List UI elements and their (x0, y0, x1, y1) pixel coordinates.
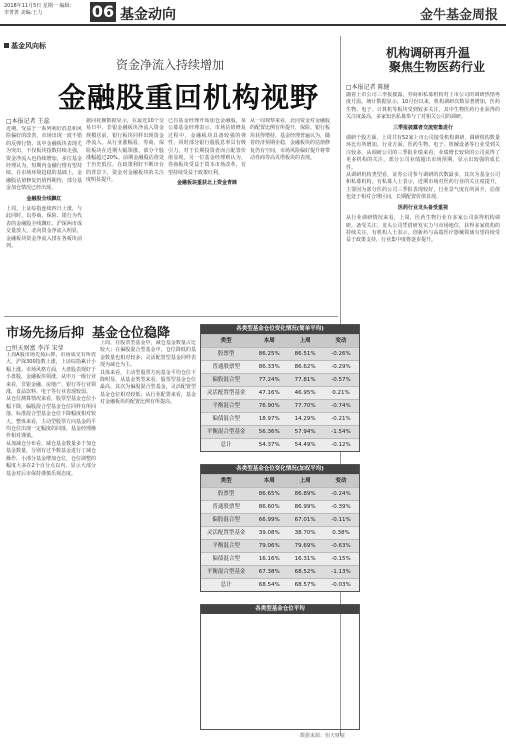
table-row (201, 438, 359, 451)
table-cell: 38.70% (294, 530, 316, 536)
table-cell: 86.33% (258, 364, 280, 370)
paragraph: 从行业调研情况来看，上周，医药生物行业有多家公司获得机构调研，备受关注。龙头公司凭借研发实力与市场地位，获得多家机构的持续关注。有机构人士表示，创新药与高端医疗器械领域有望持续受益于政策支持，行业集中度将逐步提升。 (346, 215, 500, 244)
table-row (201, 412, 359, 425)
table-cell: 86.62% (294, 364, 316, 370)
table-cell: 偏债混合型 (212, 416, 240, 422)
table-row (201, 487, 359, 500)
subheading: 金融股全线飘红 (26, 195, 62, 202)
table-cell: 66.99% (258, 517, 280, 523)
table-cell: 76.90% (258, 403, 280, 409)
main-column-2 (86, 118, 164, 314)
table-cell: 67.38% (258, 569, 280, 575)
table-cell: 平衡混合型 (212, 543, 240, 549)
table-cell: 普通股票型 (212, 504, 240, 510)
paragraph: 上周A股市场先扬后抑，市场成交有所放大，沪深300指数上涨，上证综指累计小幅上涨。市场风格方面，大盘股表现好于小盘股，金融板块领涨。从申万一级行业来看，非银金融、房地产、银行等行业领涨，食品饮料、电子等行业表现较弱。 (6, 352, 96, 396)
table-cell: -0.29% (331, 364, 351, 370)
table-cell: 灵活配置型基金 (206, 530, 246, 536)
table-header-row (201, 334, 359, 347)
table-cell: -0.15% (331, 556, 351, 562)
subheading: 金融板块重获北上资金青睐 (176, 180, 237, 187)
table-cell: 57.94% (294, 429, 316, 435)
table-header-row (201, 474, 359, 487)
table-cell: 86.65% (258, 491, 280, 497)
table-cell: 67.01% (294, 517, 316, 523)
column-header: 变动 (335, 338, 347, 344)
subheading: 医药行业龙头备受重视 (397, 204, 448, 211)
issue-date: 2018年11月5日 星期一 编辑:李菁菁 美编:王力 (4, 3, 72, 16)
column-header: 类型 (220, 338, 232, 344)
table-cell: 16.31% (294, 556, 316, 562)
paper-name: 金牛基金周报 (419, 8, 498, 23)
paragraph: 从加减仓分布看，减仓基金数量多于加仓基金数量，分别有过半数基金进行了减仓操作，小部分基金增加仓位，仓位调整的幅度大多在2个百分点以内，显示大部分基金对后市保持谨慎乐观态度。 (6, 440, 96, 477)
table-cell: 54.49% (294, 442, 316, 448)
table-cell: -0.63% (331, 543, 351, 549)
table-cell: 偏股混合型 (212, 377, 240, 383)
table-cell: -0.12% (331, 442, 351, 448)
table-cell: 0.38% (332, 530, 350, 536)
table-cell: 86.60% (258, 504, 280, 510)
table-cell: 18.97% (258, 416, 280, 422)
table-cell: 79.06% (258, 543, 280, 549)
paragraph: 据同花顺数据显示，在最近10个交易日中，非银金融板块净流入资金规模居前，银行板块同样出现资金净流入。从行业涨幅看，券商、保险板块在近期大幅领涨，部分个股涨幅超过20%。前期金融股估值处于历史低位，在政策利好不断出台的背景下，资金对金融板块的关注度明显提升。 (86, 118, 164, 184)
table-cell: 股票型 (217, 351, 235, 357)
table-cell: 54.37% (258, 442, 280, 448)
position-table-simple (200, 324, 360, 452)
table-row (201, 578, 359, 591)
paragraph: 从一周观察来看，北向资金对金融股的配置比例有所提升，保险、银行板块获得增持，基金经理普遍认为，随着经济预期企稳，金融板块的估值修复仍有空间，市场风险偏好提升将带动券商等高贝塔板块的表现。 (250, 118, 330, 162)
table-row (201, 373, 359, 386)
table-cell: -0.24% (331, 491, 351, 497)
table-cell: -0.74% (331, 403, 351, 409)
table-cell: -0.11% (331, 517, 351, 523)
table-row (201, 360, 359, 373)
table-row (201, 500, 359, 513)
table-cell: 灵活配置型基金 (206, 390, 246, 396)
table-cell: 0.21% (332, 390, 350, 396)
table-row (201, 513, 359, 526)
table-row (201, 386, 359, 399)
main-byline: □本报记者 王蕊 (6, 118, 50, 125)
table-cell: 68.54% (258, 582, 280, 588)
table-title: 各类型基金仓位变化情况(加权平均) (201, 465, 359, 474)
table-cell: 86.99% (294, 504, 316, 510)
table-cell: 56.36% (258, 429, 280, 435)
column-header: 本周 (263, 338, 275, 344)
right-headline-line1: 机构调研再升温 (386, 46, 471, 60)
table-cell: 77.81% (294, 377, 316, 383)
paragraph: 从调研机构类型看，证券公司参与调研的次数最多，其次为基金公司和私募机构。有私募人士表示，近期市场对医药行业的关注度提升，主要因为部分医药公司三季报表现较好，行业景气度有所回升，估值也处于相对合理区间，长期配置价值显现。 (346, 172, 500, 201)
section-title: 基金动向 (120, 7, 176, 23)
table-cell: -0.21% (331, 416, 351, 422)
chart-title: 各类型基金仓位平均 (201, 605, 359, 614)
table-cell: 14.29% (294, 416, 316, 422)
paragraph: 上周，在股票型基金中，减仓基金数量占比较大；在偏股混合型基金中，仓位降低的基金数量也相对较多；灵活配置型基金同样表现为减仓为主。 (100, 340, 196, 369)
paragraph: 调研个股方面，上周共有52家上市公司接受机构调研，调研机构数量环比有所增加。行业方面，医药生物、电子、机械设备等行业受到关注较多。从调研公司的三季报业绩来看，业绩增长较快的公司获得了更多机构的关注，部分公司业绩超出市场预期，显示出较强的成长性。 (346, 135, 500, 171)
table-cell: 平衡混合型 (212, 403, 240, 409)
column-header: 上周 (299, 478, 311, 484)
table-cell: 平衡混合型基金 (206, 429, 246, 435)
table-row (201, 526, 359, 539)
table-cell: -0.57% (331, 377, 351, 383)
table-cell: 偏股混合型 (212, 517, 240, 523)
right-story-body (346, 92, 500, 732)
table-cell: 86.89% (294, 491, 316, 497)
mid-column-1 (6, 352, 96, 742)
table-row (201, 565, 359, 578)
table-cell: 总计 (220, 442, 232, 448)
paragraph: 上周，上证综指连续四日上涨，与此同时，以券商、保险、银行为代表的金融股全线飘红，沪深两市成交量放大，北向资金净流入明显，金融板块资金净流入排在各板块前列。 (6, 206, 82, 250)
chart-placeholder (200, 604, 360, 730)
table-cell: 77.24% (258, 377, 280, 383)
right-headline-line2: 聚焦生物医药行业 (389, 60, 486, 74)
table-row (201, 425, 359, 438)
table-cell: 股票型 (217, 491, 235, 497)
table-cell: 总计 (220, 582, 232, 588)
table-cell: 86.51% (294, 351, 316, 357)
table-cell: 79.69% (294, 543, 316, 549)
right-byline: □本报记者 陈健 (346, 84, 390, 91)
table-cell: -0.26% (331, 351, 351, 357)
table-cell: 77.70% (294, 403, 316, 409)
table-row (201, 399, 359, 412)
table-cell: -0.39% (331, 504, 351, 510)
section-divider (4, 316, 338, 317)
mid-headline-b: 基金仓位稳降 (92, 326, 171, 341)
column-header: 本周 (263, 478, 275, 484)
table-row (201, 347, 359, 360)
page-header (0, 0, 506, 26)
column-header: 类型 (220, 478, 232, 484)
table-row (201, 539, 359, 552)
main-column-4 (250, 118, 330, 314)
table-cell: 68.52% (294, 569, 316, 575)
table-row (201, 552, 359, 565)
table-cell: 86.25% (258, 351, 280, 357)
mid-column-2 (100, 340, 196, 742)
mid-headline-a: 市场先扬后抑 (6, 326, 85, 341)
table-cell: -1.54% (331, 429, 351, 435)
mid-byline: □恒天财富 李洋 宋莹 (6, 345, 64, 352)
table-cell: 47.16% (258, 390, 280, 396)
table-cell: -1.13% (331, 569, 351, 575)
main-kicker: 资金净流入持续增加 (116, 58, 225, 72)
table-cell: 普通股票型 (212, 364, 240, 370)
position-table-weighted (200, 464, 360, 592)
main-headline: 金融股重回机构视野 (58, 81, 320, 114)
column-header: 上周 (299, 338, 311, 344)
table-cell: 16.16% (258, 556, 280, 562)
main-column-1 (6, 126, 82, 314)
paragraph: 具体来看，主动型股票方向基金平均仓位下降明显，从基金类型来看，股票型基金仓位最高，其次为偏股混合型基金，灵活配置型基金仓位相对较低；从行业配置来看，基金对金融板块的配置比例有所提高。 (100, 369, 196, 406)
table-cell: 46.95% (294, 390, 316, 396)
table-cell: 平衡混合型基金 (206, 569, 246, 575)
source-note: 数据来源：恒天财富 (300, 733, 346, 739)
table-cell: -0.03% (331, 582, 351, 588)
subheading: 三季报披露者交流密集进行 (392, 124, 453, 131)
paragraph: 已有基金经理开始加仓金融股。某公募基金经理表示，市场估值修复过程中，金融板块具备较强的弹性，同时部分银行股股息率具有吸引力，对于长期投资者而言配置价值显现。另一位基金经理则认为，券商板块受益于资本市场改革，有望持续受益于政策红利。 (168, 118, 246, 176)
table-title: 各类型基金仓位变化情况(简单平均) (201, 325, 359, 334)
column-header: 变动 (335, 478, 347, 484)
paragraph: 近期，受益于一系列利好消息和风险偏好的改善，市场出现一波不错的反弹行情，其中金融板块表现尤为突出，不仅板块指数持续走强，资金净流入也持续增加，多位基金经理认为，短期内金融行情有望持续，在市场环境趋稳的基础上，金融股估值修复仍值得期待，部分基金加仓情况已经出现。 (6, 126, 82, 192)
column-tag: 基金风向标 (4, 41, 46, 51)
table-cell: 68.57% (294, 582, 316, 588)
page-number: 06 (91, 2, 115, 21)
paragraph: 随着上市公司三季报披露，券商和私募机构对上市公司的调研热情再度升温。统计数据显示，10月份以来，机构调研次数显著增加，医药生物、电子、计算机等板块受到较多关注，其中生物医药行业获得的关注度最高，多家知名私募参与了对相关公司的调研。 (346, 92, 500, 121)
main-column-3 (168, 118, 246, 314)
table-cell: 偏债混合型 (212, 556, 240, 562)
paragraph: 从仓位测算情况来看，股票型基金仓位小幅下降，偏股混合型基金仓位同样有所回落，标准混合型基金仓位下降幅度相对较大。整体来看，主动型股票方向基金的平均仓位出现一定幅度的回落，基金经理操作相对谨慎。 (6, 396, 96, 440)
table-cell: 39.08% (258, 530, 280, 536)
